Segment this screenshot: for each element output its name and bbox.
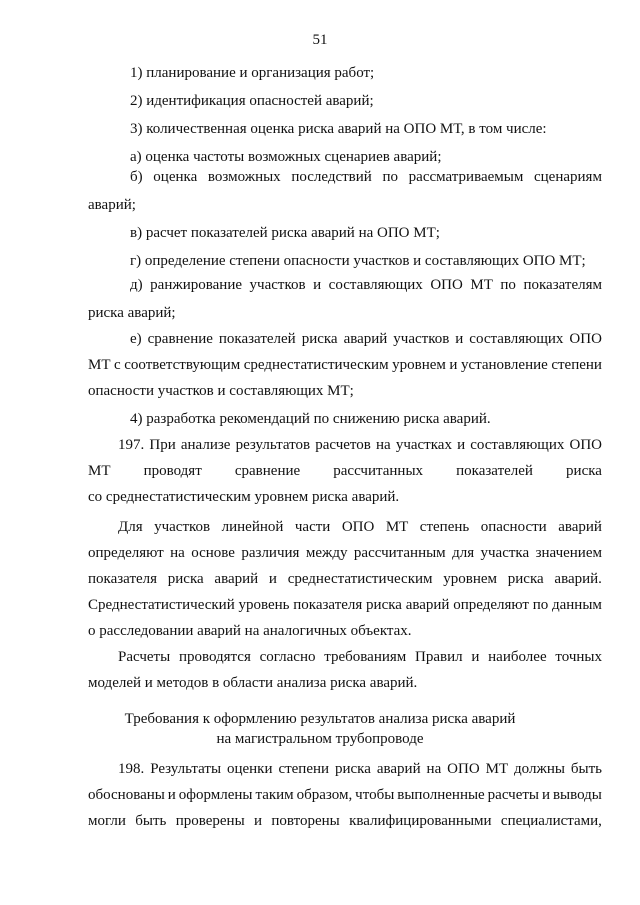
- text-line: 1) планирование и организация работ;: [130, 65, 375, 81]
- text-line: со среднестатистическим уровнем риска аварий.: [88, 489, 400, 505]
- text-line: МТ с соответствующим среднестатистическим уровнем и установление степени: [88, 357, 602, 373]
- text-line: б) оценка возможных последствий по рассматриваемым сценариям: [130, 169, 602, 185]
- text-line: определяют на основе различия между рассчитанным для участка значением: [88, 545, 602, 561]
- section-heading-line-1: Требования к оформлению результатов анализа риска аварий: [124, 711, 516, 727]
- text-line: а) оценка частоты возможных сценариев аварий;: [130, 149, 442, 165]
- text-line: Среднестатистический уровень показателя риска аварий определяют по данным: [88, 597, 602, 613]
- text-line: могли быть проверены и повторены квалифицированными специалистами,: [88, 813, 602, 829]
- text-line: МТ проводят сравнение рассчитанных показателей риска: [88, 463, 602, 479]
- text-line: опасности участков и составляющих МТ;: [88, 383, 354, 399]
- text-line: показателя риска аварий и среднестатистическим уровнем риска аварий.: [88, 571, 602, 587]
- text-line: 4) разработка рекомендаций по снижению риска аварий.: [130, 411, 491, 427]
- text-line: е) сравнение показателей риска аварий участков и составляющих ОПО: [130, 331, 602, 347]
- text-line: аварий;: [88, 197, 136, 213]
- text-line: г) определение степени опасности участков и составляющих ОПО МТ;: [130, 253, 586, 269]
- text-line: о расследовании аварий на аналогичных объектах.: [88, 623, 412, 639]
- text-line: риска аварий;: [88, 305, 176, 321]
- page-number: 51: [312, 32, 328, 48]
- section-heading-line-2: на магистральном трубопроводе: [216, 731, 424, 747]
- text-line: Для участков линейной части ОПО МТ степень опасности аварий: [118, 519, 602, 535]
- text-line: Расчеты проводятся согласно требованиям Правил и наиболее точных: [118, 649, 602, 665]
- text-line: 198. Результаты оценки степени риска аварий на ОПО МТ должны быть: [118, 761, 602, 777]
- text-line: д) ранжирование участков и составляющих ОПО МТ по показателям: [130, 277, 602, 293]
- text-line: в) расчет показателей риска аварий на ОПО МТ;: [130, 225, 440, 241]
- text-line: 2) идентификация опасностей аварий;: [130, 93, 374, 109]
- text-line: 197. При анализе результатов расчетов на участках и составляющих ОПО: [118, 437, 602, 453]
- text-line: обоснованы и оформлены таким образом, чтобы выполненные расчеты и выводы: [88, 787, 602, 803]
- text-line: моделей и методов в области анализа риска аварий.: [88, 675, 418, 691]
- text-line: 3) количественная оценка риска аварий на ОПО МТ, в том числе:: [130, 121, 547, 137]
